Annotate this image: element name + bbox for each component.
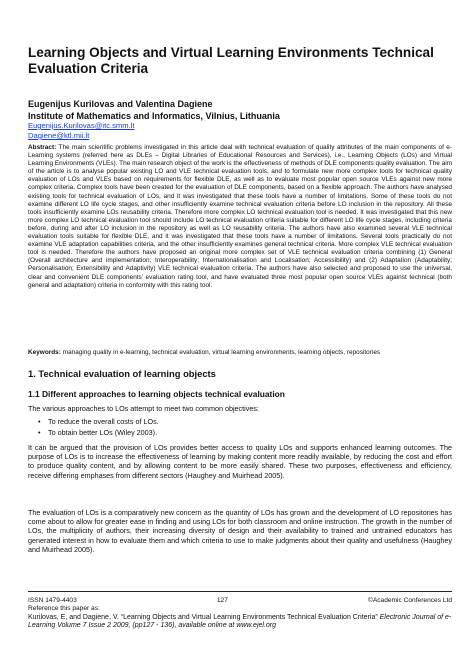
list-item: • To reduce the overall costs of LOs. — [38, 416, 159, 427]
email-link-kurilovas[interactable]: Eugenijus.Kurilovas@itc.smm.lt — [28, 121, 135, 130]
abstract-text: The main scientific problems investigated in this article deal with technical evaluation of quality attributes of the main components of e-Learning systems (referred here as DLEs – Digital Libraries of Educational Resources and Services), i.e., Learning Objects (LOs) and Virtual Learning Environments (VLEs). The main research object of the work is the effectiveness of methods of DLE components quality evaluation. The aim of the article is to analyse popular existing LO and VLE technical evaluation tools, and to formulate new more complex tools for technical quality evaluation of LOs and VLEs based on requirements for flexible DLE, as well as to evaluate most popular open source VLEs against new more complex criteria. Complex tools have been created for the evaluation of DLE components, based on a flexible approach. The authors have analysed existing tools for technical evaluation of LOs, and it was investigated that these tools have a number of limitations. Some of these tools do not examine different LO life cycle stages, and other insufficiently examine technical evaluation criteria before LO inclusion in the repository. All these tools insufficiently examine LOs reusability criteria. Therefore more complex LO technical evaluation tool is needed. It was investigated that this new more complex LO technical evaluation tool should include LO technical evaluation criteria suitable for different LO life cycle stages, including criteria before, during and after LO inclusion in the repository as well as LO reusability criteria. The authors have also examined several VLE technical evaluation tools suitable for flexible DLE, and it was investigated that these tools have a number of limitations. Several tools practically do not examine VLE adaptation capabilities criteria, and the other insufficiently examines general technical criteria. More complex VLE technical evaluation tool is needed. Therefore the authors have proposed an original more complex set of VLE technical evaluation criteria combining (1) General (Overall architecture and implementation; Interoperability; Internationalisation and Localisation; Accessibility) and (2) Adaptation (Adaptability; Personalisation; Extensibility and Adaptivity) VLE technical evaluation criteria. The authors have also selected and proposed to use the universal, clear and convenient DLE components’ evaluation rating tool, and have evaluated three most popular open source VLEs against technical (both general and adaptation) criteria in conformity with this rating tool. — [28, 144, 452, 289]
keywords-label: Keywords: — [28, 349, 61, 356]
citation-text: Kurilovas, E, and Dagiene, V. “Learning Objects and Virtual Learning Environments Technical Evaluation Criteria” — [28, 614, 380, 621]
section-heading-1: 1. Technical evaluation of learning objects — [28, 368, 216, 379]
author-emails — [28, 121, 134, 141]
keywords — [28, 349, 452, 357]
citation-journal: Electronic Journal of e-Learning Volume 7 Issue 2 2009, (pp127 - 136), available online at www.ejel.org — [28, 614, 452, 630]
email-link-dagiene[interactable]: Dagiene@ktl.mii.lt — [28, 131, 90, 140]
paper-title: Learning Objects and Virtual Learning Environments Technical Evaluation Criteria — [28, 45, 434, 76]
footer-divider — [28, 591, 452, 592]
section-heading-1-1: 1.1 Different approaches to learning objects technical evaluation — [28, 389, 285, 399]
list-item: • To obtain better LOs (Wiley 2003). — [38, 427, 159, 438]
body-paragraph-2: The evaluation of LOs is a comparatively new concern as the quantity of LOs has grown and the development of LO repositories has come about to allow for greater ease in finding and using LOs for both classroom and online instruction. The growth in the number of LOs, the multiplicity of authors, their increasing diversity of design and their availability to trained and untrained educators has generated interest in how to evaluate them and which criteria to use to make judgments about their quality and usefulness (Haughey and Muirhead 2005). — [28, 508, 452, 554]
reference-label: Reference this paper as: — [28, 605, 100, 612]
author-names: Eugenijus Kurilovas and Valentina Dagiene — [28, 99, 213, 109]
keywords-text: managing quality in e-learning, technical evaluation, virtual learning environments, learning objects, repositories — [62, 349, 381, 356]
body-paragraph-1: It can be argued that the provision of LOs provides better access to quality LOs and supports enhanced learning outcomes. The purpose of LOs is to increase the effectiveness of learning by making content more readily available, by reducing the cost and effort to produce quality content, and by allowing content to be more easily shared. These two purposes, effectiveness and efficiency, receive differing emphases from different sectors (Haughey and Muirhead 2005). — [28, 443, 452, 480]
author-block — [28, 98, 452, 122]
affiliation: Institute of Mathematics and Informatics, Vilnius, Lithuania — [28, 111, 280, 121]
abstract-label: Abstract: — [28, 144, 57, 151]
copyright: ©Academic Conferences Ltd — [367, 597, 452, 604]
issn: ISSN 1479-4403 — [28, 597, 77, 604]
page-number: 127 — [216, 597, 228, 604]
page-footer — [28, 597, 452, 631]
intro-paragraph: The various approaches to LOs attempt to meet two common objectives: — [28, 404, 259, 413]
abstract — [28, 144, 452, 290]
objectives-list — [38, 416, 159, 438]
footer-row — [28, 597, 452, 605]
citation — [28, 614, 452, 631]
